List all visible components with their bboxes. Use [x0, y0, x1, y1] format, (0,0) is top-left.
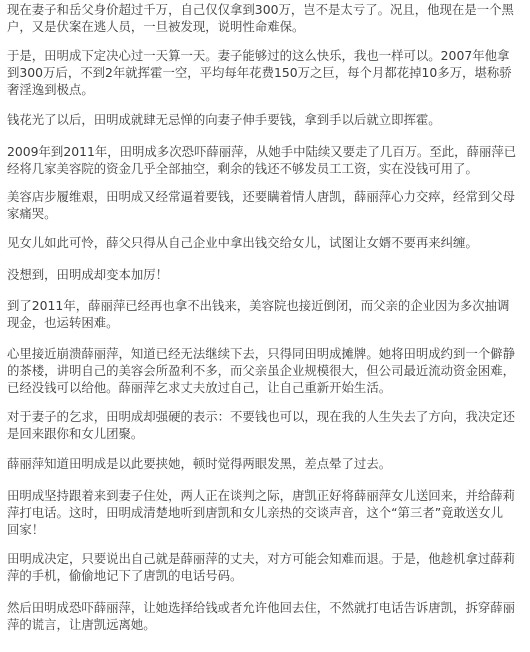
paragraph-12: 田明成坚持跟着来到妻子住处，两人正在谈判之际，唐凯正好将薛丽萍女儿送回来，并给薛莉 萍打电话。这时，田明成清楚地听到唐凯和女儿亲热的交谈声音，这个“第三者”竟敢送女儿 回家！ [7, 488, 516, 537]
paragraph-8: 到了2011年，薛丽萍已经再也拿不出钱来，美容院也接近倒闭，而父亲的企业因为多次抽调 现金，也运转困难。 [7, 298, 510, 330]
paragraph-2: 于是，田明成下定决心过一天算一天。妻子能够过的这么快乐，我也一样可以。2007年他拿 到300万后，不到2年就挥霍一空，平均每年花费150万之巨，每个月都花掉10多万，堪称骄 奢淫逸到极点。 [7, 48, 512, 97]
paragraph-7: 没想到，田明成却变本加厉！ [7, 267, 169, 282]
paragraph-1: 现在妻子和岳父身价超过千万，自己仅仅拿到300万，岂不是太亏了。况且，他现在是一个黑 户，又是伏案在逃人员，一旦被发现，说明性命难保。 [7, 2, 514, 34]
paragraph-3: 钱花光了以后，田明成就肆无忌惮的向妻子伸手要钱，拿到手以后就立即挥霍。 [7, 112, 441, 127]
paragraph-9: 心里接近崩溃薛丽萍，知道已经无法继续下去，只得同田明成摊牌。她将田明成约到一个僻静 的茶楼，讲明自己的美容会所盈利不多，而父亲虽企业规模很大，但公司最近流动资金困难， 已经没钱可以给他。薛丽萍乞求丈夫放过自己，让自己重新开始生活。 [7, 346, 516, 395]
paragraph-10: 对于妻子的乞求，田明成却强硬的表示：不要钱也可以，现在我的人生失去了方向，我决定还 是回来跟你和女儿团聚。 [7, 409, 516, 441]
paragraph-4: 2009年到2011年，田明成多次恐吓薛丽萍，从她手中陆续又要走了几百万。至此，薛丽萍已 经将几家美容院的资金几乎全部抽空，剩余的钱还不够发员工工资，实在没钱可用了。 [7, 144, 517, 176]
paragraph-5: 美容店步履维艰，田明成又经常逼着要钱，还要瞒着情人唐凯，薛丽萍心力交瘁，经常到父母 家痛哭。 [7, 189, 516, 221]
paragraph-14: 然后田明成恐吓薛丽萍，让她选择给钱或者允许他回去住，不然就打电话告诉唐凯，拆穿薛丽 萍的谎言，让唐凯远离她。 [7, 600, 516, 632]
paragraph-13: 田明成决定，只要说出自己就是薛丽萍的丈夫，对方可能会知难而退。于是，他趁机拿过薛莉 萍的手机，偷偷地记下了唐凯的电话号码。 [7, 551, 516, 583]
paragraph-11: 薛丽萍知道田明成是以此要挟她，顿时觉得两眼发黑，差点晕了过去。 [7, 456, 392, 471]
paragraph-6: 见女儿如此可怜，薛父只得从自己企业中拿出钱交给女儿，试图让女婿不要再来纠缠。 [7, 235, 478, 250]
